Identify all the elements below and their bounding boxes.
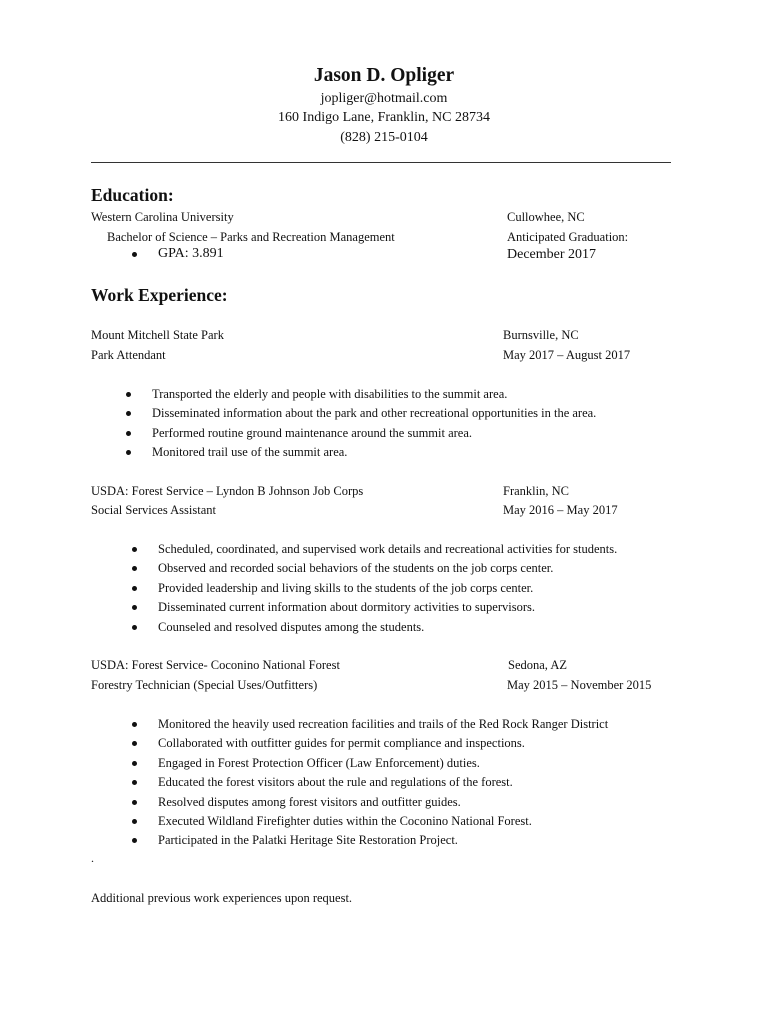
job-3-bullet: Participated in the Palatki Heritage Site Restoration Project.: [158, 832, 608, 851]
job-2-dates: May 2016 – May 2017: [503, 503, 618, 517]
job-3-employer: USDA: Forest Service- Coconino National Forest: [91, 658, 340, 672]
job-1-location: Burnsville, NC: [503, 328, 579, 342]
job-2-bullet: Observed and recorded social behaviors of the students on the job corps center.: [158, 560, 617, 579]
contact-phone: (828) 215-0104: [340, 130, 428, 145]
job-3-bullet: Collaborated with outfitter guides for permit compliance and inspections.: [158, 735, 608, 754]
job-2-location: Franklin, NC: [503, 484, 569, 498]
job-3-title: Forestry Technician (Special Uses/Outfitters): [91, 678, 318, 692]
resume-name: Jason D. Opliger: [313, 65, 455, 86]
job-2-bullets: [158, 541, 617, 638]
job-3-bullets: [158, 716, 608, 852]
job-1-bullet: Transported the elderly and people with disabilities to the summit area.: [152, 386, 596, 405]
education-degree: Bachelor of Science – Parks and Recreation Management: [107, 230, 395, 244]
job-2-bullet: Provided leadership and living skills to the students of the job corps center.: [158, 580, 617, 599]
education-bullets: [158, 246, 224, 265]
footer-note: Additional previous work experiences upon request.: [91, 891, 353, 905]
job-1-title: Park Attendant: [91, 348, 166, 362]
education-location: Cullowhee, NC: [507, 210, 585, 224]
header-divider: [91, 162, 671, 163]
job-2-bullet: Disseminated current information about dormitory activities to supervisors.: [158, 599, 617, 618]
job-1-employer: Mount Mitchell State Park: [91, 328, 224, 342]
job-1-bullet: Monitored trail use of the summit area.: [152, 444, 596, 463]
job-3-bullet: Executed Wildland Firefighter duties within the Coconino National Forest.: [158, 813, 608, 832]
job-1-bullets: [152, 386, 596, 464]
job-2-bullet: Counseled and resolved disputes among the students.: [158, 619, 617, 638]
job-2-employer: USDA: Forest Service – Lyndon B Johnson Job Corps: [91, 484, 364, 498]
job-3-bullet: Engaged in Forest Protection Officer (Law Enforcement) duties.: [158, 755, 608, 774]
education-school: Western Carolina University: [91, 210, 234, 224]
job-1-bullet: Disseminated information about the park and other recreational opportunities in the area.: [152, 405, 596, 424]
work-heading: Work Experience:: [91, 285, 228, 305]
education-graduation-label: Anticipated Graduation:: [507, 230, 629, 244]
stray-period: .: [91, 851, 94, 865]
job-1-bullet: Performed routine ground maintenance around the summit area.: [152, 425, 596, 444]
job-3-bullet: Monitored the heavily used recreation facilities and trails of the Red Rock Ranger District: [158, 716, 608, 735]
education-graduation-date: December 2017: [507, 247, 597, 262]
contact-email: jopliger@hotmail.com: [320, 91, 448, 106]
job-3-bullet: Resolved disputes among forest visitors and outfitter guides.: [158, 794, 608, 813]
education-gpa: GPA: 3.891: [158, 246, 224, 265]
job-2-bullet: Scheduled, coordinated, and supervised work details and recreational activities for students.: [158, 541, 617, 560]
contact-address: 160 Indigo Lane, Franklin, NC 28734: [278, 110, 490, 125]
education-heading: Education:: [91, 185, 174, 205]
job-1-dates: May 2017 – August 2017: [503, 348, 631, 362]
job-3-bullet: Educated the forest visitors about the rule and regulations of the forest.: [158, 774, 608, 793]
job-3-dates: May 2015 – November 2015: [507, 678, 652, 692]
job-2-title: Social Services Assistant: [91, 503, 216, 517]
job-3-location: Sedona, AZ: [508, 658, 568, 672]
